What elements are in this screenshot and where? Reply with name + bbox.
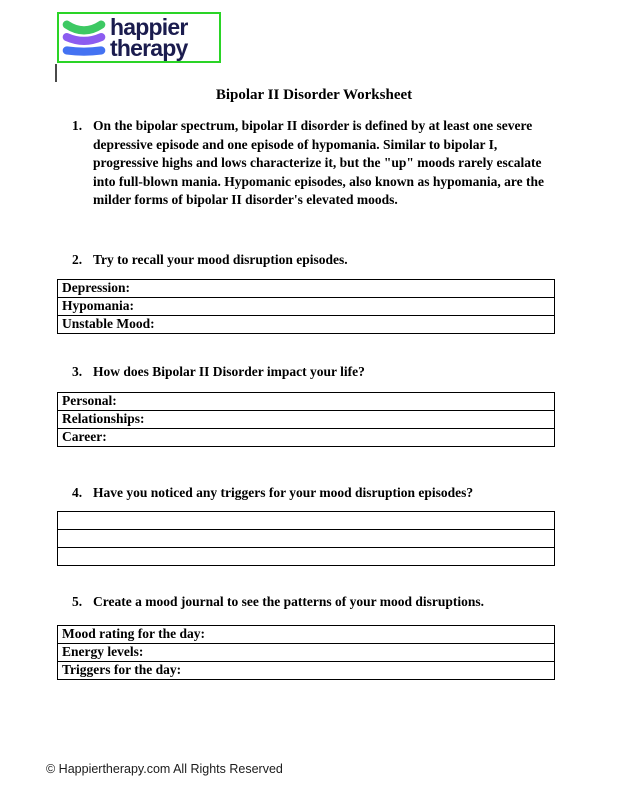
table-row[interactable] (58, 512, 555, 530)
logo-wordmark-line2: therapy (110, 34, 188, 61)
logo-stripe-blue (67, 50, 102, 51)
question-3-number: 3. (72, 364, 83, 379)
question-4 (72, 484, 566, 503)
table-row[interactable] (58, 548, 555, 566)
table-row[interactable] (58, 393, 555, 411)
question-1-text: On the bipolar spectrum, bipolar II disorder is defined by at least one severe depressive episode and one episode of hypomania. Similar to bipolar I, progressive highs and lows characterize it, but the "up" moods rarely escalate into full-blown mania. Hypomanic episodes, also known as hypomania, are the milder forms of bipolar II disorder's elevated moods. (93, 118, 544, 207)
depression-field[interactable]: Depression: (58, 280, 555, 298)
logo-wordmark (110, 13, 188, 61)
career-field[interactable]: Career: (58, 429, 555, 447)
question-1-number: 1. (72, 118, 83, 133)
relationships-field[interactable]: Relationships: (58, 411, 555, 429)
logo-stripe-purple (67, 37, 102, 41)
question-5-text: Create a mood journal to see the patterns of your mood disruptions. (93, 594, 484, 609)
triggers-blank-field-3[interactable] (58, 548, 555, 566)
personal-field[interactable]: Personal: (58, 393, 555, 411)
question-2 (72, 251, 566, 270)
question-1 (72, 117, 566, 210)
logo (57, 12, 221, 63)
triggers-blank-field-2[interactable] (58, 530, 555, 548)
page-title: Bipolar II Disorder Worksheet (215, 87, 413, 103)
question-5 (72, 593, 566, 612)
table-row[interactable] (58, 530, 555, 548)
logo-stripe-green (67, 24, 102, 30)
mood-rating-field[interactable]: Mood rating for the day: (58, 626, 555, 644)
table-row[interactable] (58, 662, 555, 680)
table-row[interactable] (58, 298, 555, 316)
table-row[interactable] (58, 626, 555, 644)
triggers-day-field[interactable]: Triggers for the day: (58, 662, 555, 680)
question-3 (72, 363, 566, 382)
hypomania-field[interactable]: Hypomania: (58, 298, 555, 316)
question-4-number: 4. (72, 485, 83, 500)
question-2-text: Try to recall your mood disruption episodes. (93, 252, 348, 267)
table-row[interactable] (58, 644, 555, 662)
unstable-mood-field[interactable]: Unstable Mood: (58, 316, 555, 334)
energy-levels-field[interactable]: Energy levels: (58, 644, 555, 662)
logo-stripes-icon (61, 16, 107, 60)
table-row[interactable] (58, 280, 555, 298)
question-5-number: 5. (72, 594, 83, 609)
table-row[interactable] (58, 411, 555, 429)
triggers-table (57, 511, 555, 566)
table-row[interactable] (58, 316, 555, 334)
question-4-text: Have you noticed any triggers for your mood disruption episodes? (93, 485, 474, 500)
question-3-text: How does Bipolar II Disorder impact your life? (93, 364, 365, 379)
logo-wordmark-line1: happier (110, 13, 188, 40)
copyright-footer: © Happiertherapy.com All Rights Reserved (46, 762, 283, 776)
text-cursor (55, 64, 57, 82)
life-impact-table (57, 392, 555, 447)
table-row[interactable] (58, 429, 555, 447)
question-2-number: 2. (72, 252, 83, 267)
mood-episodes-table (57, 279, 555, 334)
mood-journal-table (57, 625, 555, 680)
triggers-blank-field-1[interactable] (58, 512, 555, 530)
